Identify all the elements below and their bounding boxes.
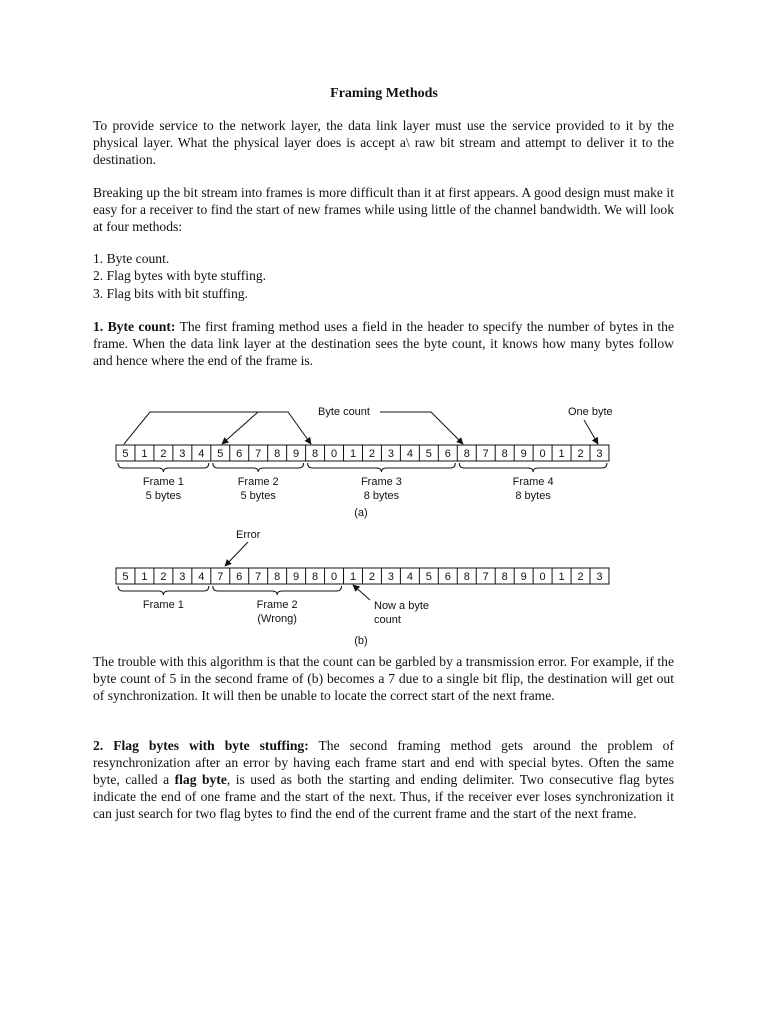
figure-b-frames xyxy=(118,586,342,625)
error-label: Error xyxy=(236,529,261,541)
byte-cell: 5 xyxy=(122,448,129,460)
frame-brace xyxy=(213,586,342,595)
trouble-paragraph: The trouble with this algorithm is that the count can be garbled by a transmission error. For example, if the byte count of 5 in the second frame of (b) becomes a 7 due to a single bit flip, the destination will get out of synchronization. It will then be unable to locate the correct start of the next frame. xyxy=(93,654,674,703)
frame-name: Frame 2 xyxy=(256,599,298,611)
byte-cell: 8 xyxy=(501,571,508,583)
frame-brace xyxy=(213,463,304,472)
byte-cell: 8 xyxy=(312,448,319,460)
frame-size: 5 bytes xyxy=(240,490,276,502)
figure-b-byte-row xyxy=(116,568,609,584)
byte-cell: 2 xyxy=(368,571,376,583)
byte-cell: 6 xyxy=(236,448,243,460)
byte-cell: 8 xyxy=(312,571,319,583)
list-item: 1. Byte count. xyxy=(93,251,170,266)
figure-a-caption: (a) xyxy=(354,507,368,519)
byte-cell: 4 xyxy=(198,448,205,460)
byte-cell: 7 xyxy=(255,571,262,583)
byte-count-text: The first framing method uses a field in the header to specify the number of bytes in the frame. When the data link layer at the destination sees the byte count, it knows how many bytes follow and hence where the end of the frame is. xyxy=(93,319,675,368)
flag-bytes-text-2: , is used as both the starting and ending delimiter. Two consecutive flag bytes indicate the end of one frame and the start of the next. Thus, if the receiver ever loses synchronization it can just search for two flag bytes to find the end of the current frame and the start of the next frame. xyxy=(93,772,674,821)
byte-cell: 2 xyxy=(577,571,584,583)
byte-cell: 8 xyxy=(274,571,281,583)
byte-cell: 9 xyxy=(520,571,527,583)
byte-cell: 3 xyxy=(387,448,394,460)
frame-size: 8 bytes xyxy=(363,490,400,502)
frame-size: 5 bytes xyxy=(145,490,182,502)
byte-cell: 6 xyxy=(444,448,451,460)
figure-b-caption: (b) xyxy=(354,635,368,647)
frame-brace xyxy=(459,463,607,472)
byte-cell: 0 xyxy=(539,448,546,460)
byte-cell: 7 xyxy=(482,448,489,460)
byte-cell: 8 xyxy=(463,448,470,460)
byte-cell: 9 xyxy=(293,571,300,583)
byte-cell: 6 xyxy=(236,571,243,583)
byte-cell: 3 xyxy=(387,571,394,583)
byte-cell: 5 xyxy=(217,448,224,460)
error-arrow xyxy=(225,542,248,566)
frame-size: (Wrong) xyxy=(257,613,297,625)
byte-cell: 7 xyxy=(217,571,224,583)
one-byte-label: One byte xyxy=(568,406,613,418)
byte-cell: 8 xyxy=(501,448,508,460)
byte-count-label: Byte count xyxy=(318,406,370,418)
byte-cell: 9 xyxy=(520,448,527,460)
arrow-one-byte xyxy=(584,420,598,444)
arrow-frame1-count xyxy=(124,412,311,444)
byte-cell: 0 xyxy=(539,571,546,583)
byte-cell: 1 xyxy=(141,448,148,460)
intro-paragraph: To provide service to the network layer, the data link layer must use the service provided to it by the physical layer. What the physical layer does is accept a\ raw bit stream and attempt to deliver it to the destination. xyxy=(93,118,674,167)
page-title: Framing Methods xyxy=(330,86,438,101)
now-byte-count-label-2: count xyxy=(374,614,401,626)
byte-count-heading: 1. Byte count: xyxy=(93,319,176,334)
byte-cell: 7 xyxy=(255,448,262,460)
byte-cell: 1 xyxy=(349,448,357,460)
arrow-to-frame2-count xyxy=(222,412,288,444)
list-item: 2. Flag bytes with byte stuffing. xyxy=(93,268,267,284)
frame-brace xyxy=(118,463,209,472)
byte-cell: 5 xyxy=(122,571,129,583)
frame-name: Frame 4 xyxy=(512,476,554,488)
flag-bytes-heading: 2. Flag bytes with byte stuffing: xyxy=(93,738,309,753)
byte-cell: 2 xyxy=(577,448,584,460)
byte-cell: 7 xyxy=(482,571,489,583)
frame-name: Frame 1 xyxy=(142,599,184,611)
byte-cell: 3 xyxy=(596,571,603,583)
byte-cell: 2 xyxy=(160,571,167,583)
byte-cell: 1 xyxy=(558,448,565,460)
arrow-to-frame4-count xyxy=(380,412,463,444)
byte-cell: 2 xyxy=(368,448,376,460)
byte-cell: 1 xyxy=(141,571,148,583)
byte-cell: 1 xyxy=(349,571,357,583)
figure-a-byte-row xyxy=(116,445,609,461)
now-byte-count-label: Now a byte xyxy=(374,600,430,612)
byte-cell: 8 xyxy=(274,448,281,460)
byte-cell: 0 xyxy=(330,571,338,583)
frame-name: Frame 1 xyxy=(142,476,184,488)
flag-byte-term: flag byte xyxy=(174,772,227,787)
byte-cell: 1 xyxy=(558,571,565,583)
frame-name: Frame 2 xyxy=(237,476,279,488)
byte-cell: 6 xyxy=(444,571,451,583)
byte-cell: 2 xyxy=(160,448,167,460)
frame-brace xyxy=(118,586,209,595)
flag-bytes-paragraph xyxy=(93,737,674,822)
byte-cell: 4 xyxy=(406,448,413,460)
byte-cell: 5 xyxy=(425,571,432,583)
byte-cell: 5 xyxy=(425,448,432,460)
bitstream-paragraph: Breaking up the bit stream into frames is more difficult than it at first appears. A good design must make it easy for a receiver to find the start of new frames while using little of the channel bandwidth. We will look at four methods: xyxy=(93,185,674,234)
byte-cell: 3 xyxy=(596,448,603,460)
byte-cell: 3 xyxy=(179,571,186,583)
list-item: 3. Flag bits with bit stuffing. xyxy=(93,285,248,301)
now-byte-count-arrow xyxy=(353,585,370,600)
frame-name: Frame 3 xyxy=(360,476,402,488)
byte-cell: 9 xyxy=(293,448,300,460)
frame-brace xyxy=(308,463,456,472)
byte-cell: 4 xyxy=(406,571,413,583)
byte-cell: 0 xyxy=(330,448,338,460)
frame-size: 8 bytes xyxy=(515,490,551,502)
figure-a-frames xyxy=(118,463,607,502)
flag-bytes-text-1: The second framing method gets around the problem of resynchronization after an error by having each frame start and end with special bytes. Often the same byte, called a xyxy=(93,738,674,787)
byte-cell: 4 xyxy=(198,571,205,583)
byte-cell: 3 xyxy=(179,448,186,460)
byte-cell: 8 xyxy=(463,571,470,583)
